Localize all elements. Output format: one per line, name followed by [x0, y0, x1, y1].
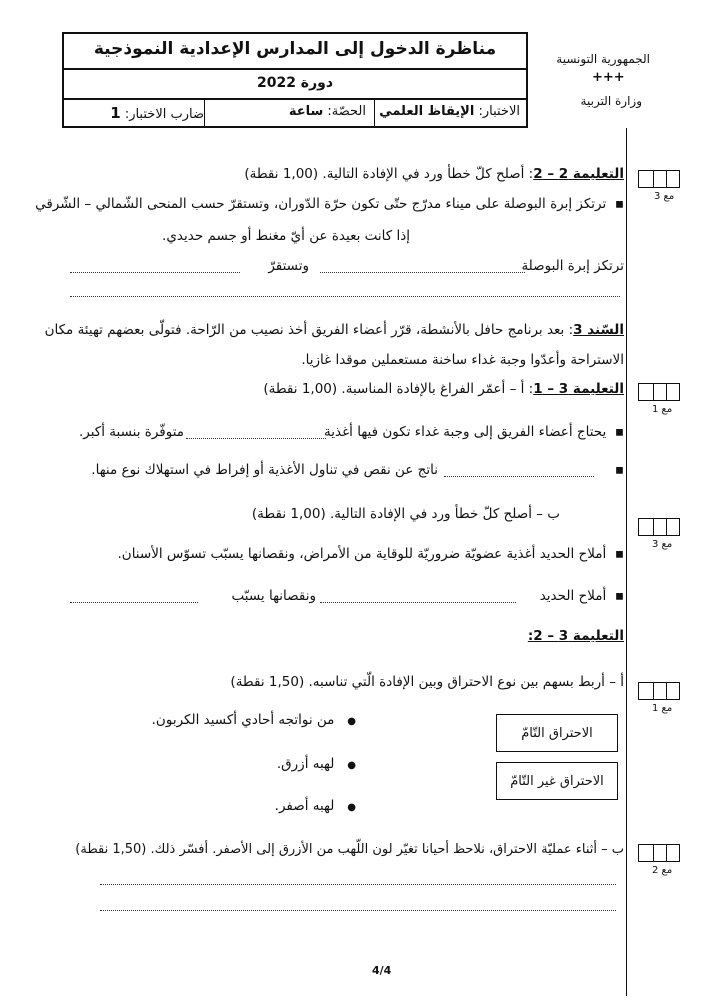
- duration-label: الحصّة: ساعة: [288, 104, 366, 119]
- option-blue-flame[interactable]: ● لهبه أزرق.: [276, 756, 356, 772]
- q32a-heading: أ – أربط بسهم بين نوع الاحتراق وبين الإفادة الّتي تناسبه. (1,50 نقطة): [230, 674, 624, 690]
- margin-rule: [626, 128, 627, 996]
- sanad-line1: السّند 3: بعد برنامج حافل بالأنشطة، قرّر أعضاء الفريق أخذ نصيب من الرّاحة. فتولّى بعضهم تهيئة مكان: [44, 322, 624, 338]
- mark-label: مع 1: [652, 404, 673, 415]
- score-box: [638, 518, 680, 536]
- q22-line1: ▪ ترتكز إبرة البوصلة على ميناء مدرّج حتّى تكون حرّة الدّوران، وتستقرّ حسب المنحى الشّمالي – الشّرقي: [35, 196, 624, 212]
- q22-line2: إذا كانت بعيدة عن أيّ مغنط أو جسم حديدي.: [162, 228, 410, 244]
- q32b-heading: ب – أثناء عمليّة الاحتراق، نلاحظ أحيانا تغيّر لون اللّهب من الأزرق إلى الأصفر. أفسّر ذلك. (1,50 نقطة): [75, 842, 624, 857]
- q31b-heading: ب – أصلح كلّ خطأ ورد في الإفادة التالية. (1,00 نقطة): [251, 506, 560, 522]
- answer-line[interactable]: [100, 884, 616, 885]
- page-number: 4/4: [372, 964, 392, 977]
- mark-label: مع 3: [654, 191, 675, 202]
- q22-answer-mid: وتستقرّ: [268, 258, 309, 274]
- stars: +++: [592, 70, 625, 85]
- q31-line2-text: ناتج عن نقص في تناول الأغذية أو إفراط في استهلاك نوع منها.: [91, 462, 438, 478]
- ministry-name: وزارة التربية: [580, 94, 642, 108]
- answer-line[interactable]: [186, 438, 326, 439]
- q31b-answer-start: ▪ أملاح الحديد: [539, 588, 624, 604]
- score-box: [638, 844, 680, 862]
- option-carbon-monoxide[interactable]: ● من نواتجه أحادي أكسيد الكربون.: [151, 712, 356, 728]
- answer-line[interactable]: [320, 272, 525, 273]
- answer-line[interactable]: [70, 296, 620, 297]
- answer-line[interactable]: [70, 272, 240, 273]
- country-name: الجمهورية التونسية: [556, 52, 650, 66]
- answer-line[interactable]: [444, 476, 594, 477]
- q31-heading: التعليمة 3 – 1: أ – أعمّر الفراغ بالإفادة المناسبة. (1,00 نقطة): [263, 381, 624, 397]
- mark-label: مع 3: [652, 539, 673, 550]
- score-box: [638, 383, 680, 401]
- q22-heading: التعليمة 2 – 2: أصلح كلّ خطأ ورد في الإفادة التالية. (1,00 نقطة): [244, 166, 624, 182]
- answer-line[interactable]: [70, 602, 198, 603]
- score-box: [638, 682, 680, 700]
- mark-label: مع 2: [652, 865, 673, 876]
- test-label: الاختبار: الإيقاظ العلمي: [379, 104, 520, 119]
- q31-line1-start: ▪ يحتاج أعضاء الفريق إلى وجبة غداء تكون فيها أغذية: [324, 424, 624, 440]
- combustion-box-incomplete[interactable]: الاحتراق غير التّامّ: [496, 762, 618, 800]
- mark-label: مع 1: [652, 703, 673, 714]
- combustion-box-complete[interactable]: الاحتراق التّامّ: [496, 714, 618, 752]
- answer-line[interactable]: [320, 602, 516, 603]
- q31b-answer-mid: ونقصانها يسبّب: [231, 588, 316, 604]
- q31b-line: ▪ أملاح الحديد أغذية عضويّة ضروريّة للوقاية من الأمراض، ونقصانها يسبّب تسوّس الأسنان.: [117, 546, 624, 562]
- q31-line2: ▪: [610, 462, 624, 478]
- q32-heading: التعليمة 3 – 2:: [527, 628, 624, 644]
- q22-answer-start: ترتكز إبرة البوصلة: [521, 258, 624, 274]
- q31-line1-end: متوفّرة بنسبة أكبر.: [78, 424, 184, 440]
- exam-session: دورة 2022: [256, 75, 334, 91]
- option-yellow-flame[interactable]: ● لهبه أصفر.: [274, 798, 356, 814]
- sanad-line2: الاستراحة وأعدّوا وجبة غداء ساخنة مستعملين موقدا غازيا.: [301, 352, 624, 368]
- exam-title: مناظرة الدخول إلى المدارس الإعدادية النموذجية: [93, 39, 497, 59]
- coefficient-label: ضارب الاختبار: 1: [110, 104, 204, 122]
- score-box: [638, 170, 680, 188]
- answer-line[interactable]: [100, 910, 616, 911]
- header-box: [62, 32, 528, 128]
